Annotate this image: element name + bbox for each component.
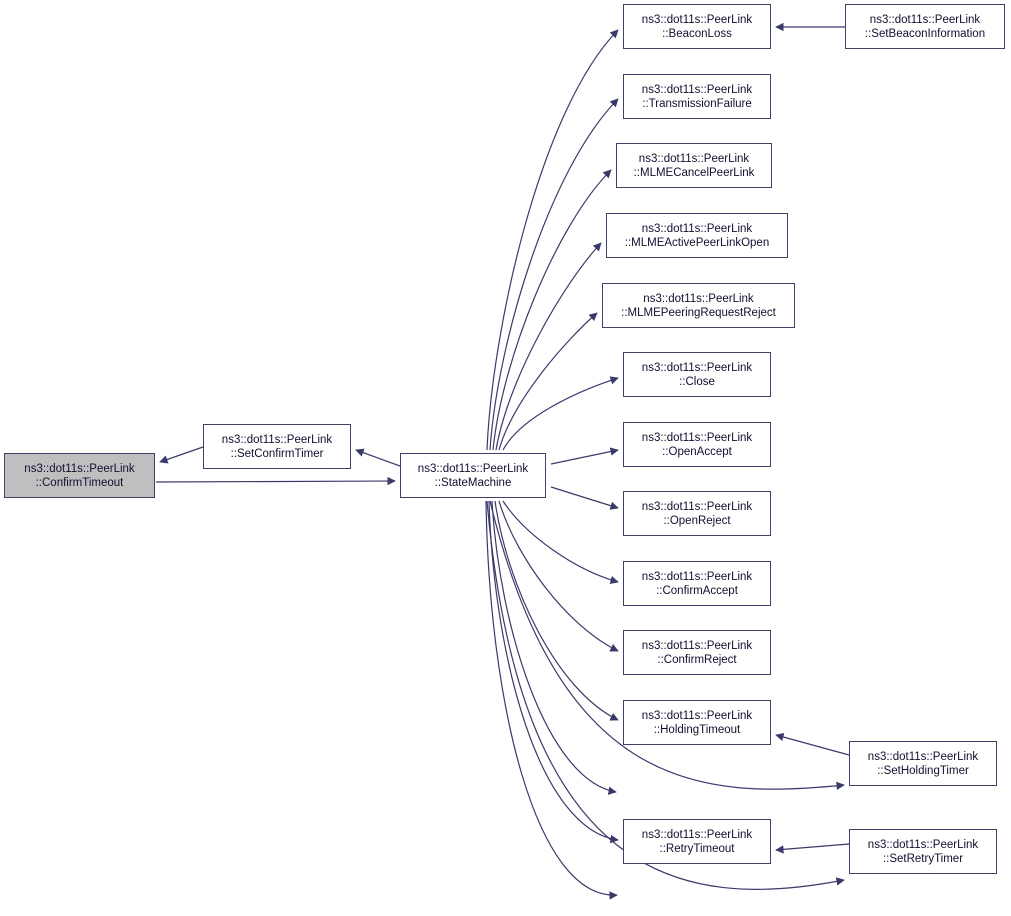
node-holding-timeout[interactable]: [623, 700, 771, 745]
node-open-accept-line2: ::OpenAccept: [662, 445, 732, 458]
node-transmission-failure-line1: ns3::dot11s::PeerLink: [641, 83, 753, 96]
node-confirm-accept-line2: ::ConfirmAccept: [656, 584, 738, 597]
edge-openaccept-to-statemachine: [551, 450, 618, 464]
node-set-holding-timer-line1: ns3::dot11s::PeerLink: [867, 750, 979, 763]
node-mlme-peering-request-reject-line2: ::MLMEPeeringRequestReject: [621, 306, 776, 319]
node-set-beacon-information[interactable]: [845, 4, 1005, 49]
node-confirm-reject[interactable]: [623, 630, 771, 675]
node-beacon-loss-line1: ns3::dot11s::PeerLink: [641, 13, 753, 26]
node-beacon-loss-line2: ::BeaconLoss: [662, 27, 732, 40]
node-holding-timeout-line2: ::HoldingTimeout: [653, 723, 741, 736]
edge-confirmaccept-to-statemachine: [503, 501, 618, 582]
edge-statemachine-to-setconfirmtimer: [356, 450, 400, 466]
edge-close-to-statemachine: [503, 378, 618, 450]
edge-confirmreject-to-statemachine: [499, 501, 618, 651]
node-confirm-accept[interactable]: [623, 561, 771, 606]
node-state-machine-line2: ::StateMachine: [434, 476, 512, 489]
node-mlme-active-peer-link-open-line2: ::MLMEActivePeerLinkOpen: [624, 236, 770, 249]
node-transmission-failure-line2: ::TransmissionFailure: [642, 97, 752, 110]
edge-holdingtimeout-to-statemachine: [495, 501, 618, 720]
node-open-accept-line1: ns3::dot11s::PeerLink: [641, 431, 753, 444]
node-retry-timeout-line1: ns3::dot11s::PeerLink: [641, 828, 753, 841]
node-close-line1: ns3::dot11s::PeerLink: [641, 361, 753, 374]
edge-beaconloss-to-statemachine: [487, 30, 618, 450]
node-mlme-cancel-peer-link[interactable]: [616, 143, 772, 188]
node-holding-timeout-line1: ns3::dot11s::PeerLink: [641, 709, 753, 722]
node-transmission-failure[interactable]: [623, 74, 771, 119]
node-set-retry-timer-line1: ns3::dot11s::PeerLink: [867, 838, 979, 851]
node-confirm-accept-line1: ns3::dot11s::PeerLink: [641, 570, 753, 583]
node-set-holding-timer-line2: ::SetHoldingTimer: [877, 764, 969, 777]
node-open-reject-line1: ns3::dot11s::PeerLink: [641, 500, 753, 513]
node-mlme-peering-request-reject-line1: ns3::dot11s::PeerLink: [643, 292, 754, 305]
node-mlme-cancel-peer-link-line1: ns3::dot11s::PeerLink: [638, 152, 750, 165]
node-confirm-timeout[interactable]: [4, 453, 155, 498]
edge-mlmepeeringrequestreject-to-statemachine: [499, 313, 597, 450]
node-confirm-reject-line2: ::ConfirmReject: [657, 653, 737, 666]
edge-setretrytimer-to-statemachine: [486, 501, 617, 895]
node-mlme-cancel-peer-link-line2: ::MLMECancelPeerLink: [633, 166, 755, 179]
node-close-line2: ::Close: [679, 375, 715, 388]
node-set-retry-timer[interactable]: [849, 829, 997, 874]
edge-mlmeactivepeerlinkopen-to-statemachine: [496, 243, 601, 450]
node-close[interactable]: [623, 352, 771, 397]
node-retry-timeout[interactable]: [623, 819, 771, 864]
node-state-machine-line1: ns3::dot11s::PeerLink: [417, 462, 529, 475]
node-open-accept[interactable]: [623, 422, 771, 467]
edge-retrytimeout-to-statemachine: [489, 501, 618, 840]
edge-setconfirmtimer-to-confirmtimeout: [160, 447, 203, 462]
edge-setretrytimer-to-retrytimeout: [776, 844, 849, 850]
node-mlme-active-peer-link-open-line1: ns3::dot11s::PeerLink: [641, 222, 753, 235]
edge-transmissionfailure-to-statemachine: [490, 99, 618, 450]
edge-mlmecancelpeerlink-to-statemachine: [493, 170, 611, 450]
node-set-beacon-information-line2: ::SetBeaconInformation: [864, 27, 986, 40]
edge-confirmtimeout-to-statemachine: [156, 481, 395, 482]
edge-setholdingtimer-to-holdingtimeout: [776, 735, 849, 755]
node-set-confirm-timer-line1: ns3::dot11s::PeerLink: [221, 433, 333, 446]
node-open-reject[interactable]: [623, 491, 771, 536]
node-confirm-timeout-line1: ns3::dot11s::PeerLink: [24, 462, 135, 475]
node-mlme-active-peer-link-open[interactable]: [606, 213, 788, 258]
node-set-retry-timer-line2: ::SetRetryTimer: [882, 852, 964, 865]
node-open-reject-line2: ::OpenReject: [663, 514, 731, 527]
node-set-confirm-timer[interactable]: [203, 424, 351, 469]
node-beacon-loss[interactable]: [623, 4, 771, 49]
node-set-confirm-timer-line2: ::SetConfirmTimer: [230, 447, 324, 460]
node-state-machine[interactable]: [400, 453, 546, 498]
node-mlme-peering-request-reject[interactable]: [602, 283, 795, 328]
node-retry-timeout-line2: ::RetryTimeout: [659, 842, 735, 855]
node-confirm-timeout-line2: ::ConfirmTimeout: [35, 476, 124, 489]
edge-setholdingtimer-to-statemachine: [492, 501, 616, 792]
node-confirm-reject-line1: ns3::dot11s::PeerLink: [641, 639, 753, 652]
edge-openreject-to-statemachine: [551, 487, 618, 508]
node-set-beacon-information-line1: ns3::dot11s::PeerLink: [869, 13, 981, 26]
node-set-holding-timer[interactable]: [849, 741, 997, 786]
